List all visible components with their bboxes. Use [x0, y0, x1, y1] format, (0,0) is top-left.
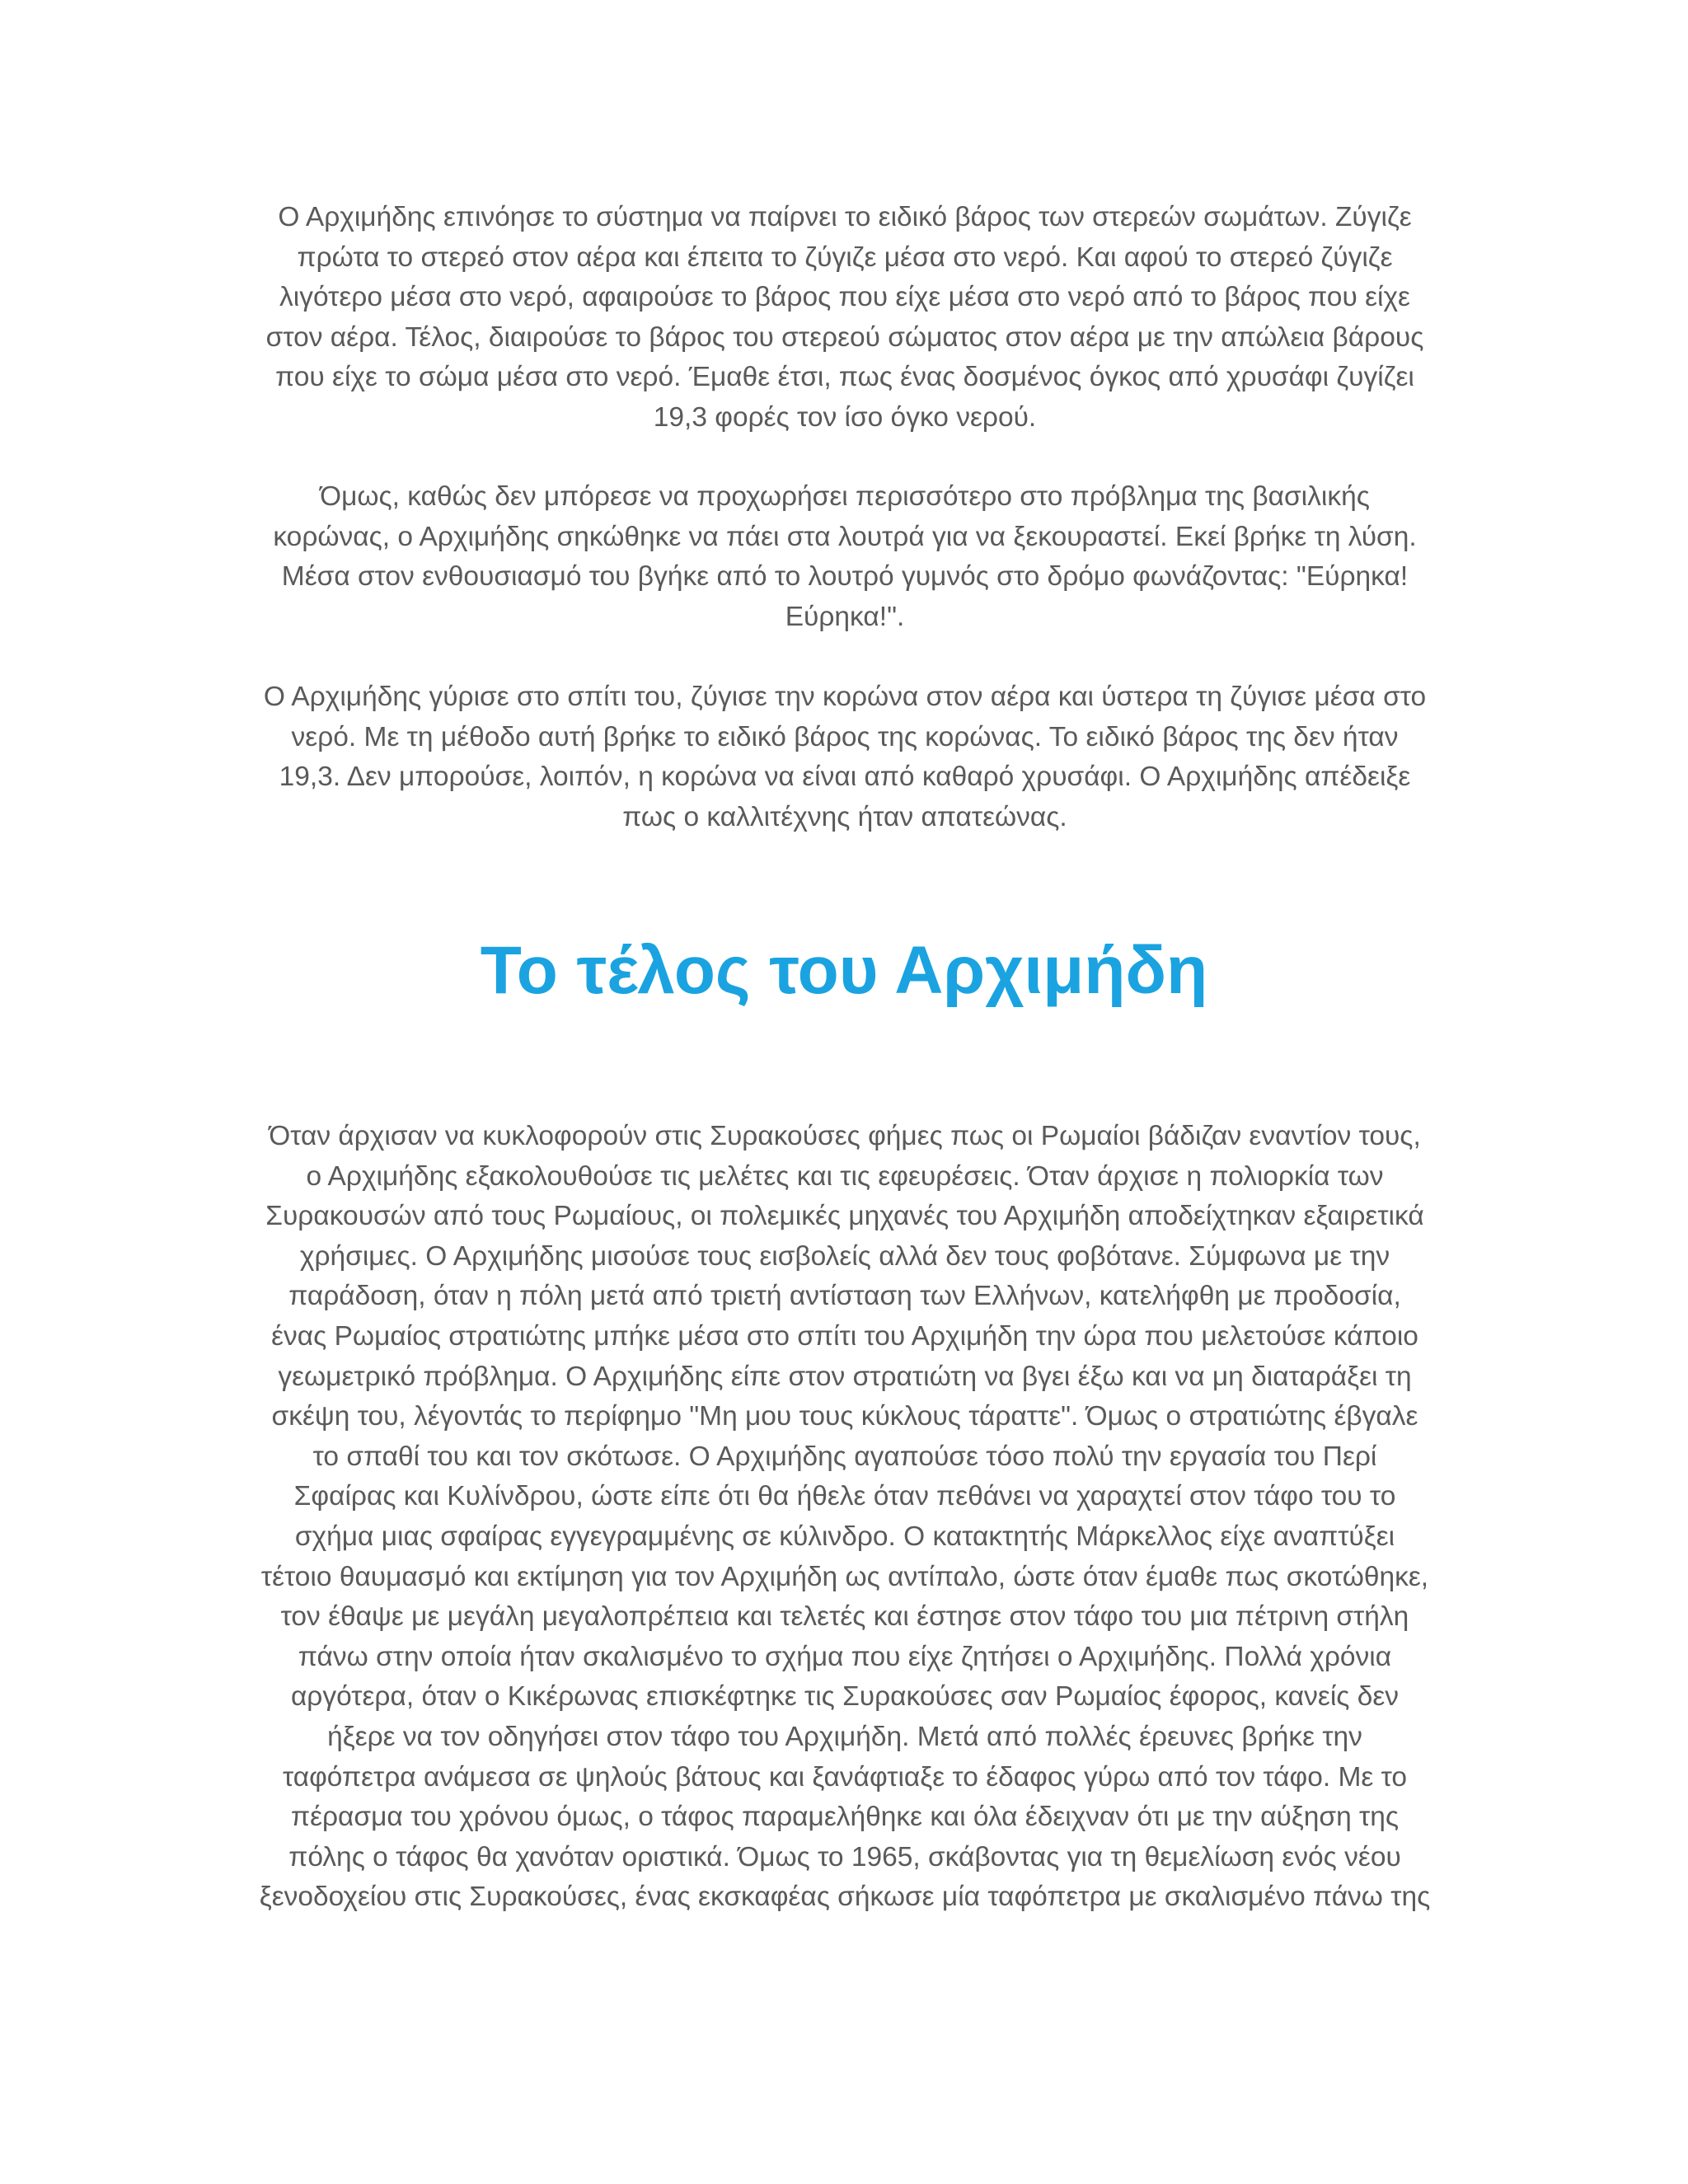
text-line: ήξερε να τον οδηγήσει στον τάφο του Αρχιμήδη. Μετά από πολλές έρευνες βρήκε την [327, 1721, 1362, 1752]
text-line: Εύρηκα!". [785, 601, 905, 632]
text-line: Μέσα στον ενθουσιασμό του βγήκε από το λουτρό γυμνός στο δρόμο φωνάζοντας: "Εύρηκα! [281, 561, 1409, 593]
text-line: τέτοιο θαυμασμό και εκτίμηση για τον Αρχιμήδη ως αντίπαλο, ώστε όταν έμαθε πως σκοτώθηκε, [260, 1561, 1429, 1592]
text-line: 19,3. Δεν μπορούσε, λοιπόν, η κορώνα να είναι από καθαρό χρυσάφι. Ο Αρχιμήδης απέδειξε [279, 762, 1411, 793]
text-line: χρήσιμες. Ο Αρχιμήδης μισούσε τους εισβολείς αλλά δεν τους φοβότανε. Σύμφωνα με την [299, 1240, 1390, 1272]
text-line: πρώτα το στερεό στον αέρα και έπειτα το ζύγιζε μέσα στο νερό. Και αφού το στερεό ζύγιζε [297, 241, 1393, 273]
text-line: Όταν άρχισαν να κυκλοφορούν στις Συρακούσες φήμες πως οι Ρωμαίοι βάδιζαν εναντίον τους, [269, 1121, 1421, 1151]
text-line: παράδοση, όταν η πόλη μετά από τριετή αντίσταση των Ελλήνων, κατελήφθη με προδοσία, [288, 1281, 1401, 1312]
text-line: πέρασμα του χρόνου όμως, ο τάφος παραμελήθηκε και όλα έδειχναν ότι με την αύξηση της [290, 1802, 1400, 1833]
section-heading: Το τέλος του Αρχιμήδη [480, 933, 1208, 1008]
text-line: ο Αρχιμήδης εξακολουθούσε τις μελέτες και τις εφευρέσεις. Όταν άρχισε η πολιορκία των [306, 1160, 1384, 1192]
text-line: το σπαθί του και τον σκότωσε. Ο Αρχιμήδης αγαπούσε τόσο πολύ την εργασία του Περί [312, 1441, 1377, 1472]
text-line: Συρακουσών από τους Ρωμαίους, οι πολεμικές μηχανές του Αρχιμήδη αποδείχτηκαν εξαιρετικά [265, 1201, 1424, 1232]
paragraph-specific-gravity-method [190, 198, 1500, 438]
text-line: πάνω στην οποία ήταν σκαλισμένο το σχήμα που είχε ζητήσει ο Αρχιμήδης. Πολλά χρόνια [298, 1641, 1392, 1672]
paragraph-crown-test [190, 677, 1500, 837]
text-line: σκέψη του, λέγοντάς το περίφημο "Μη μου τους κύκλους τάραττε". Όμως ο στρατιώτης έβγαλε [271, 1401, 1418, 1432]
text-line: κορώνας, ο Αρχιμήδης σηκώθηκε να πάει στα λουτρά για να ξεκουραστεί. Εκεί βρήκε τη λύση. [273, 521, 1417, 552]
text-line: πόλης ο τάφος θα χανόταν οριστικά. Όμως το 1965, σκάβοντας για τη θεμελίωση ενός νέου [288, 1841, 1401, 1872]
text-line: στον αέρα. Τέλος, διαιρούσε το βάρος του στερεού σώματος στον αέρα με την απώλεια βάρους [265, 321, 1424, 353]
text-line: Σφαίρας και Κυλίνδρου, ώστε είπε ότι θα ήθελε όταν πεθάνει να χαραχτεί στον τάφο του το [293, 1481, 1396, 1512]
text-line: ξενοδοχείου στις Συρακούσες, ένας εκσκαφέας σήκωσε μία ταφόπετρα με σκαλισμένο πάνω της [259, 1882, 1431, 1913]
text-line: λιγότερο μέσα στο νερό, αφαιρούσε το βάρος που είχε μέσα στο νερό από το βάρος που είχε [279, 282, 1410, 313]
text-line: νερό. Με τη μέθοδο αυτή βρήκε το ειδικό βάρος της κορώνας. Το ειδικό βάρος της δεν ήταν [291, 721, 1399, 752]
text-line: που είχε το σώμα μέσα στο νερό. Έμαθε έτσι, πως ένας δοσμένος όγκος από χρυσάφι ζυγίζει [275, 362, 1414, 393]
text-line: γεωμετρικό πρόβλημα. Ο Αρχιμήδης είπε στον στρατιώτη να βγει έξω και να μη διαταράξει τη [278, 1361, 1412, 1392]
text-line: αργότερα, όταν ο Κικέρωνας επισκέφτηκε τις Συρακούσες σαν Ρωμαίος έφορος, κανείς δεν [290, 1681, 1400, 1713]
text-line: σχήμα μιας σφαίρας εγγεγραμμένης σε κύλινδρο. Ο κατακτητής Μάρκελλος είχε αναπτύξει [294, 1521, 1395, 1552]
text-line: Ο Αρχιμήδης επινόησε το σύστημα να παίρνει το ειδικό βάρος των στερεών σωμάτων. Ζύγιζε [278, 202, 1412, 232]
text-line: πως ο καλλιτέχνης ήταν απατεώνας. [622, 801, 1067, 832]
text-line: Ο Αρχιμήδης γύρισε στο σπίτι του, ζύγισε την κορώνα στον αέρα και ύστερα τη ζύγισε μέσα στο [263, 682, 1427, 712]
paragraph-death-of-archimedes [190, 1117, 1500, 1918]
text-line: τον έθαψε με μεγάλη μεγαλοπρέπεια και τελετές και έστησε στον τάφο του μια πέτρινη στήλη [280, 1601, 1409, 1633]
text-line: 19,3 φορές τον ίσο όγκο νερού. [653, 401, 1037, 433]
text-line: ένας Ρωμαίος στρατιώτης μπήκε μέσα στο σπίτι του Αρχιμήδη την ώρα που μελετούσε κάποιο [271, 1320, 1418, 1352]
text-line: Όμως, καθώς δεν μπόρεσε να προχωρήσει περισσότερο στο πρόβλημα της βασιλικής [320, 481, 1370, 512]
paragraph-eureka [190, 477, 1500, 637]
text-line: ταφόπετρα ανάμεσα σε ψηλούς βάτους και ξανάφτιαξε το έδαφος γύρω από τον τάφο. Με το [282, 1761, 1408, 1793]
